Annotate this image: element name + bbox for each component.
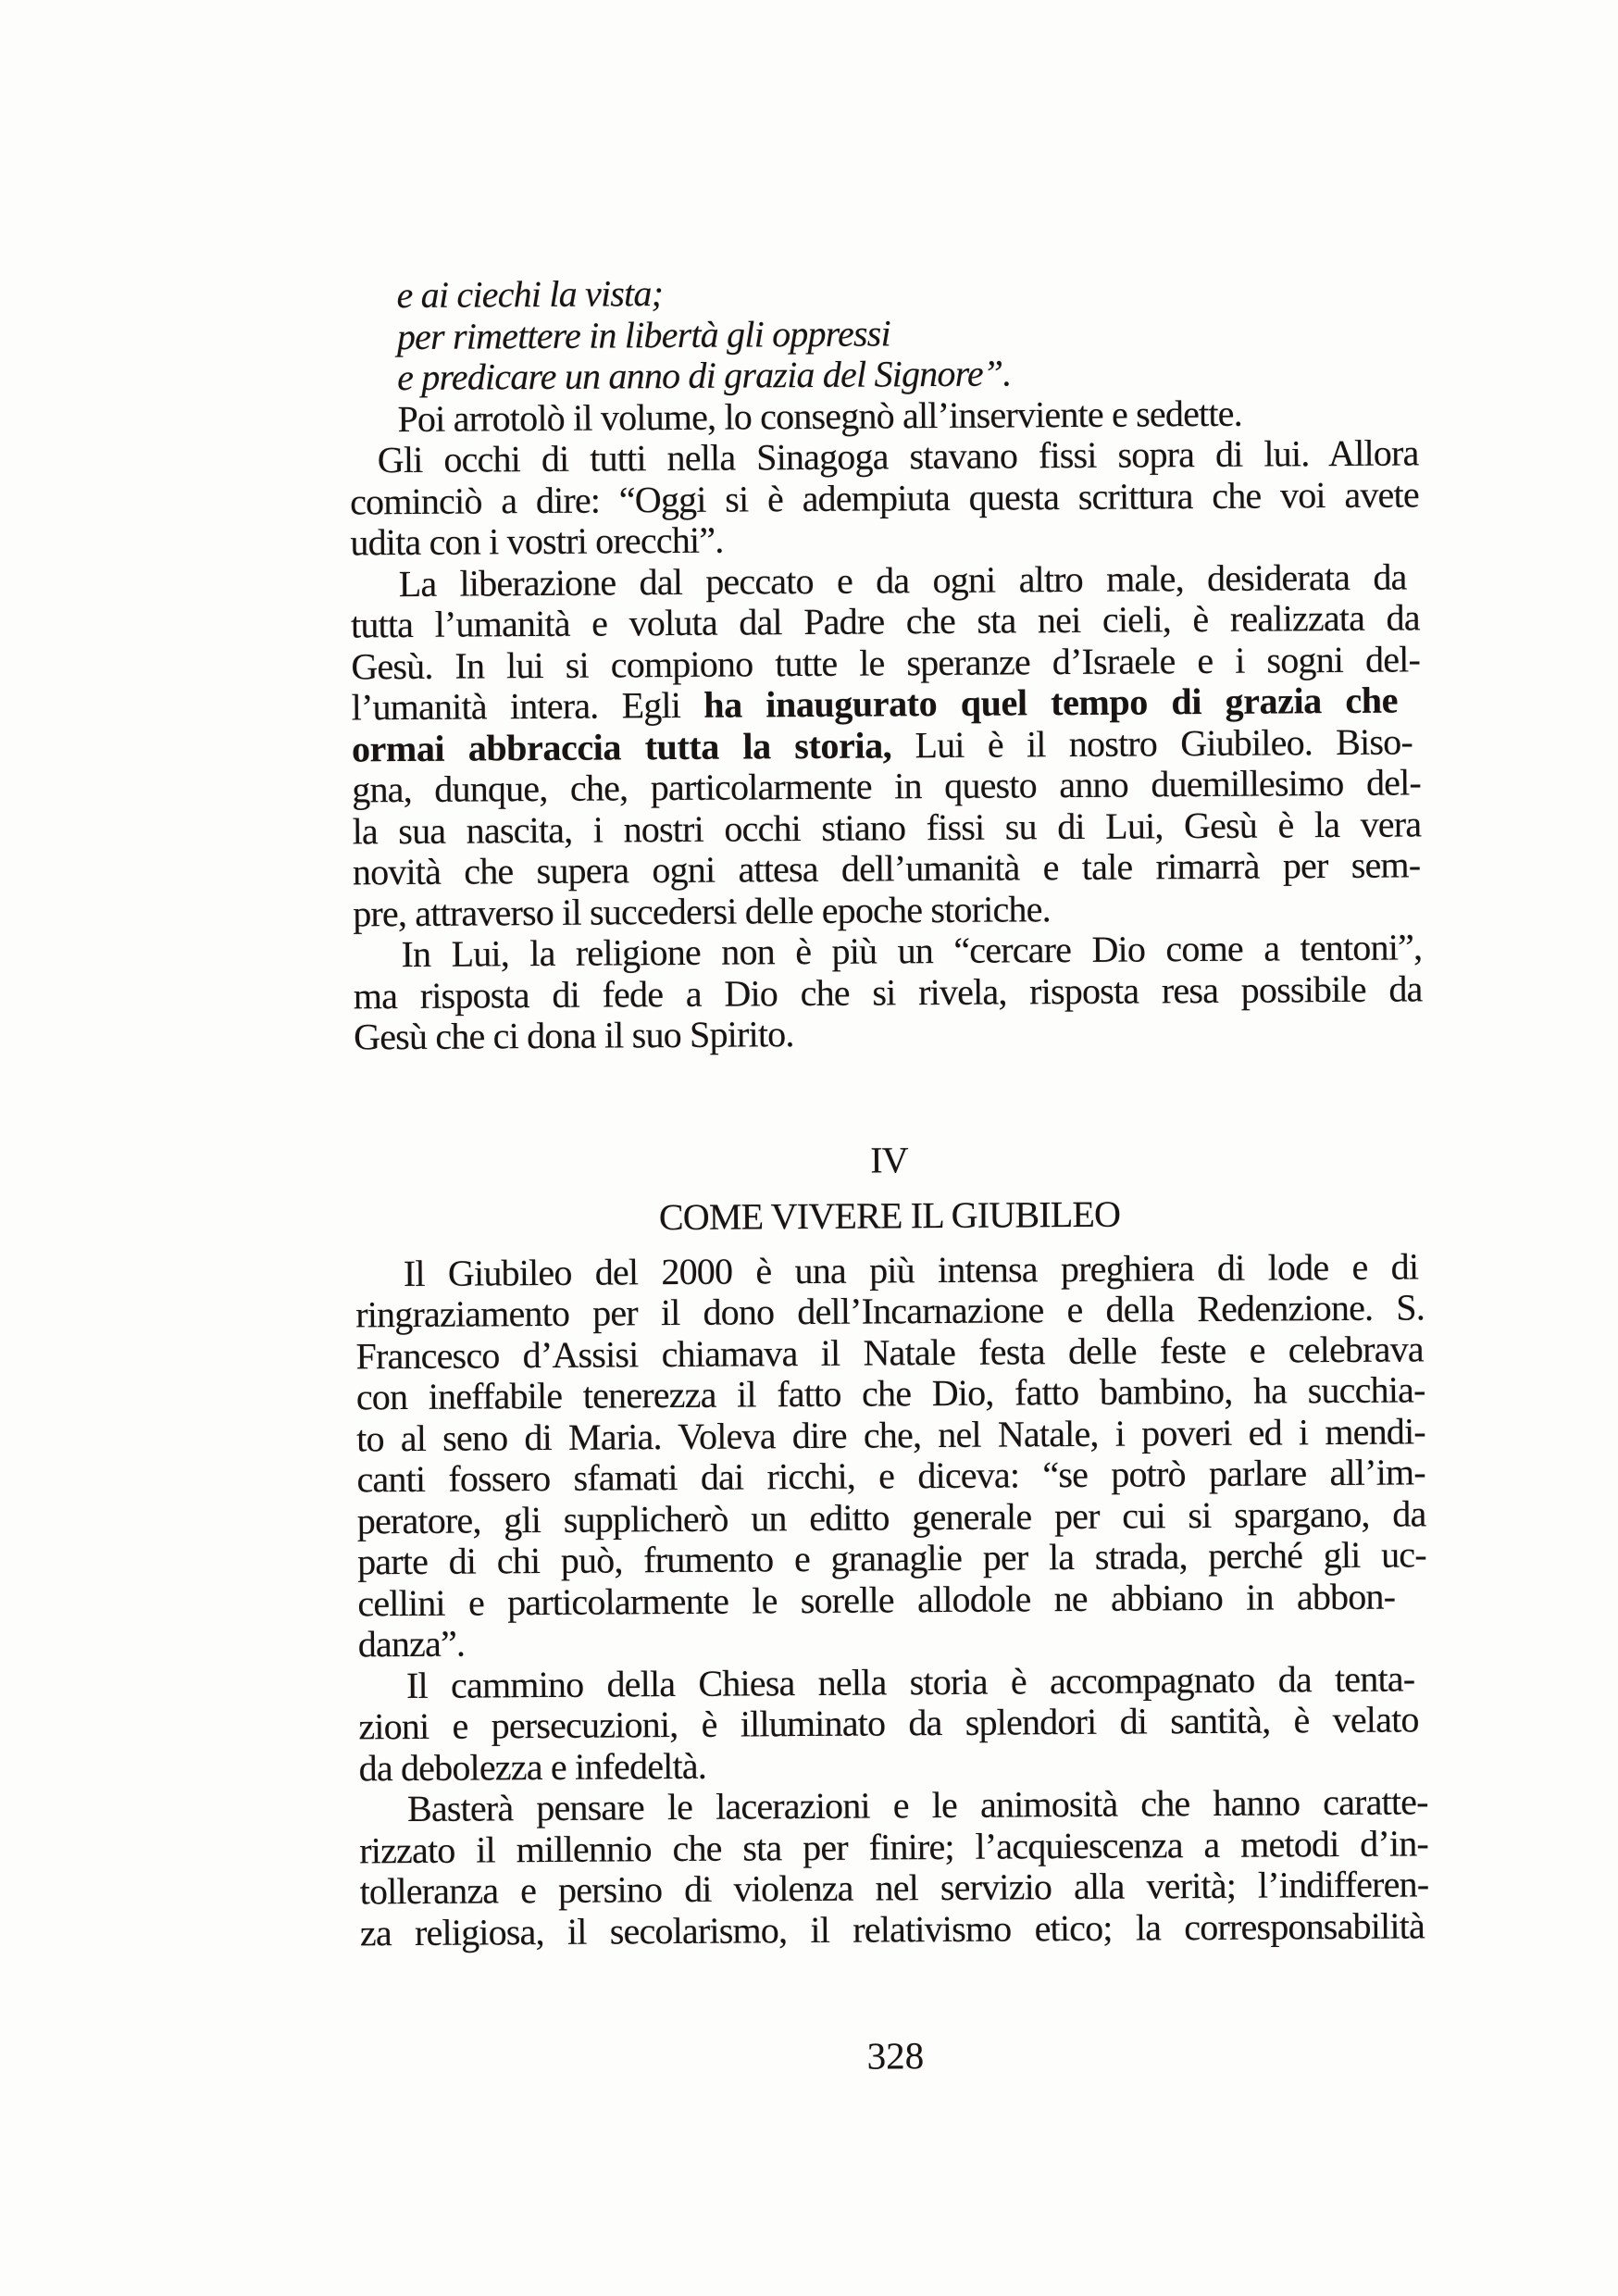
text-line: parte di chi può, frumento e granaglie per la strada, perché gli uc-: [356, 1533, 1426, 1583]
text-line: gna, dunque, che, particolarmente in questo anno duemillesimo del-: [352, 761, 1422, 811]
section-title: COME VIVERE IL GIUBILEO: [658, 1192, 1121, 1239]
text-block: [348, 268, 1429, 1953]
page-number: 328: [866, 2034, 925, 2078]
text-line: La liberazione dal peccato e da ogni altro male, desiderata da: [398, 555, 1407, 605]
text-line: In Lui, la religione non è più un “cercare Dio come a tentoni”,: [401, 926, 1423, 976]
text-line: danza”.: [357, 1622, 466, 1666]
text-line: Gesù. In lui si compiono tutte le speranze d’Israele e i sogni del-: [351, 637, 1421, 687]
text-line: pre, attraverso il succedersi delle epoche storiche.: [353, 887, 1051, 934]
text-line: udita con i vostri orecchi”.: [350, 518, 724, 564]
section-number: IV: [870, 1138, 909, 1181]
text-line: zioni e persecuzioni, è illuminato da splendori di santità, è velato: [358, 1698, 1419, 1748]
text-line: peratore, gli supplicherò un editto generale per cui si spargano, da: [356, 1491, 1426, 1541]
text-line: tolleranza e persino di violenza nel servizio alla verità; l’indifferen-: [359, 1863, 1429, 1913]
text-line: ormai abbraccia tutta la storia, Lui è il nostro Giubileo. Biso-: [351, 719, 1413, 769]
text-line: Francesco d’Assisi chiamava il Natale festa delle feste e celebrava: [355, 1327, 1424, 1377]
text-line: ma risposta di fede a Dio che si rivela, risposta resa possibile da: [353, 967, 1423, 1017]
text-line: Basterà pensare le lacerazioni e le animosità che hanno caratte-: [406, 1780, 1428, 1830]
text-line: ringraziamento per il dono dell’Incarnazione e della Redenzione. S.: [355, 1286, 1425, 1336]
text-line: l’umanità intera. Egli ha inaugurato quel tempo di grazia che: [351, 679, 1399, 729]
text-line: novità che supera ogni attesa dell’umanità e tale rimarrà per sem-: [352, 843, 1421, 893]
text-line: to al seno di Maria. Voleva dire che, nel Natale, i poveri ed i mendi-: [356, 1409, 1426, 1459]
verse-line: e ai ciechi la vista;: [396, 272, 664, 317]
text-line: rizzato il millennio che sta per finire; l’acquiescenza a metodi d’in-: [359, 1821, 1429, 1871]
text-line: Gesù che ci dona il suo Spirito.: [353, 1013, 794, 1058]
text-line: da debolezza e infedeltà.: [358, 1744, 707, 1789]
verse-line: per rimettere in libertà gli oppressi: [396, 311, 890, 357]
text-line: con ineffabile tenerezza il fatto che Dio, fatto bambino, ha succhia-: [355, 1368, 1425, 1418]
text-line: Gli occhi di tutti nella Sinagoga stavano fissi sopra di lui. Allora: [377, 431, 1419, 481]
text-line: la sua nascita, i nostri occhi stiano fissi su di Lui, Gesù è la vera: [352, 802, 1422, 852]
text-line: cellini e particolarmente le sorelle allodole ne abbiano in abbon-: [357, 1575, 1396, 1624]
text-line: canti fossero sfamati dai ricchi, e diceva: “se potrò parlare all’im-: [356, 1451, 1425, 1501]
text-line: cominciò a dire: “Oggi si è adempiuta questa scrittura che voi avete: [349, 472, 1419, 522]
text-line: Il Giubileo del 2000 è una più intensa preghiera di lode e di: [403, 1244, 1419, 1294]
text-line: Il cammino della Chiesa nella storia è accompagnato da tenta-: [405, 1656, 1415, 1706]
text-line: za religiosa, il secolarismo, il relativismo etico; la corresponsabilità: [359, 1903, 1425, 1953]
verse-line: e predicare un anno di grazia del Signore”.: [397, 352, 1012, 399]
text-line: tutta l’umanità e voluta dal Padre che sta nei cieli, è realizzata da: [350, 596, 1420, 646]
text-line: Poi arrotolò il volume, lo consegnò all’inserviente e sedette.: [397, 392, 1242, 440]
page-footer: [361, 2031, 1430, 2080]
